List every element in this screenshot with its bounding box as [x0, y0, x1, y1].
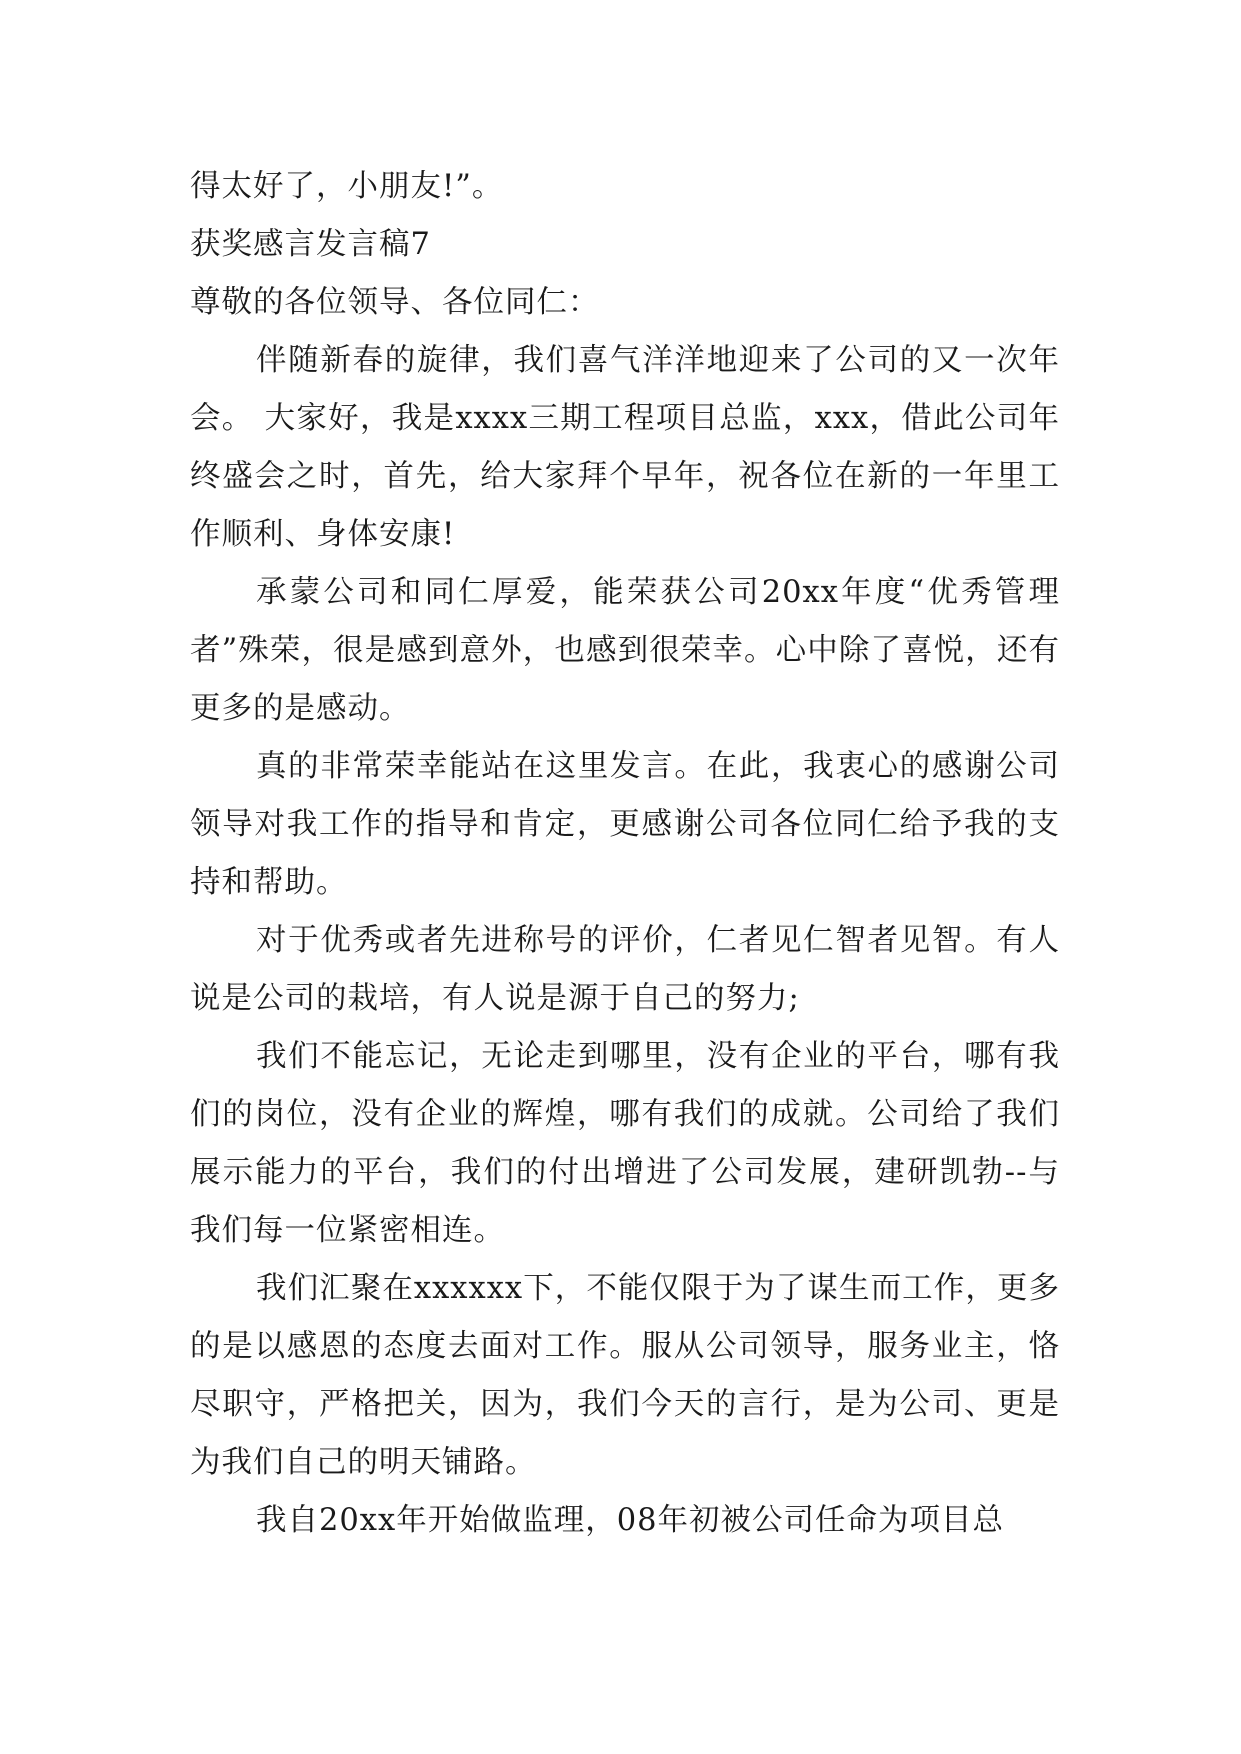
paragraph-evaluation: 对于优秀或者先进称号的评价，仁者见仁智者见智。有人说是公司的栽培，有人说是源于自己的努力;: [190, 923, 1060, 1016]
section-title: 获奖感言发言稿7: [190, 227, 431, 262]
paragraph-career: 我自20xx年开始做监理，08年初被公司任命为项目总: [256, 1503, 1005, 1538]
paragraph-gratitude: 我们汇聚在xxxxxx下，不能仅限于为了谋生而工作，更多的是以感恩的态度去面对工作。服从公司领导，服务业主，恪尽职守，严格把关，因为，我们今天的言行，是为公司、更是为我们自己的明天铺路。: [190, 1271, 1060, 1480]
paragraph-platform: 我们不能忘记，无论走到哪里，没有企业的平台，哪有我们的岗位，没有企业的辉煌，哪有我们的成就。公司给了我们展示能力的平台，我们的付出增进了公司发展，建研凯勃--与我们每一位紧密相连。: [190, 1039, 1060, 1248]
paragraph-greeting: 伴随新春的旋律，我们喜气洋洋地迎来了公司的又一次年会。 大家好，我是xxxx三期工程项目总监，xxx，借此公司年终盛会之时，首先，给大家拜个早年，祝各位在新的一年里工作顺利、身体安康!: [190, 343, 1060, 552]
paragraph-award: 承蒙公司和同仁厚爱，能荣获公司20xx年度“优秀管理者”殊荣，很是感到意外，也感到很荣幸。心中除了喜悦，还有更多的是感动。: [190, 575, 1060, 726]
continuation-line: 得太好了，小朋友!”。: [190, 169, 504, 204]
document-body: [190, 158, 1060, 1550]
paragraph-thanks: 真的非常荣幸能站在这里发言。在此，我衷心的感谢公司领导对我工作的指导和肯定，更感谢公司各位同仁给予我的支持和帮助。: [190, 749, 1060, 900]
salutation: 尊敬的各位领导、各位同仁：: [190, 285, 600, 320]
